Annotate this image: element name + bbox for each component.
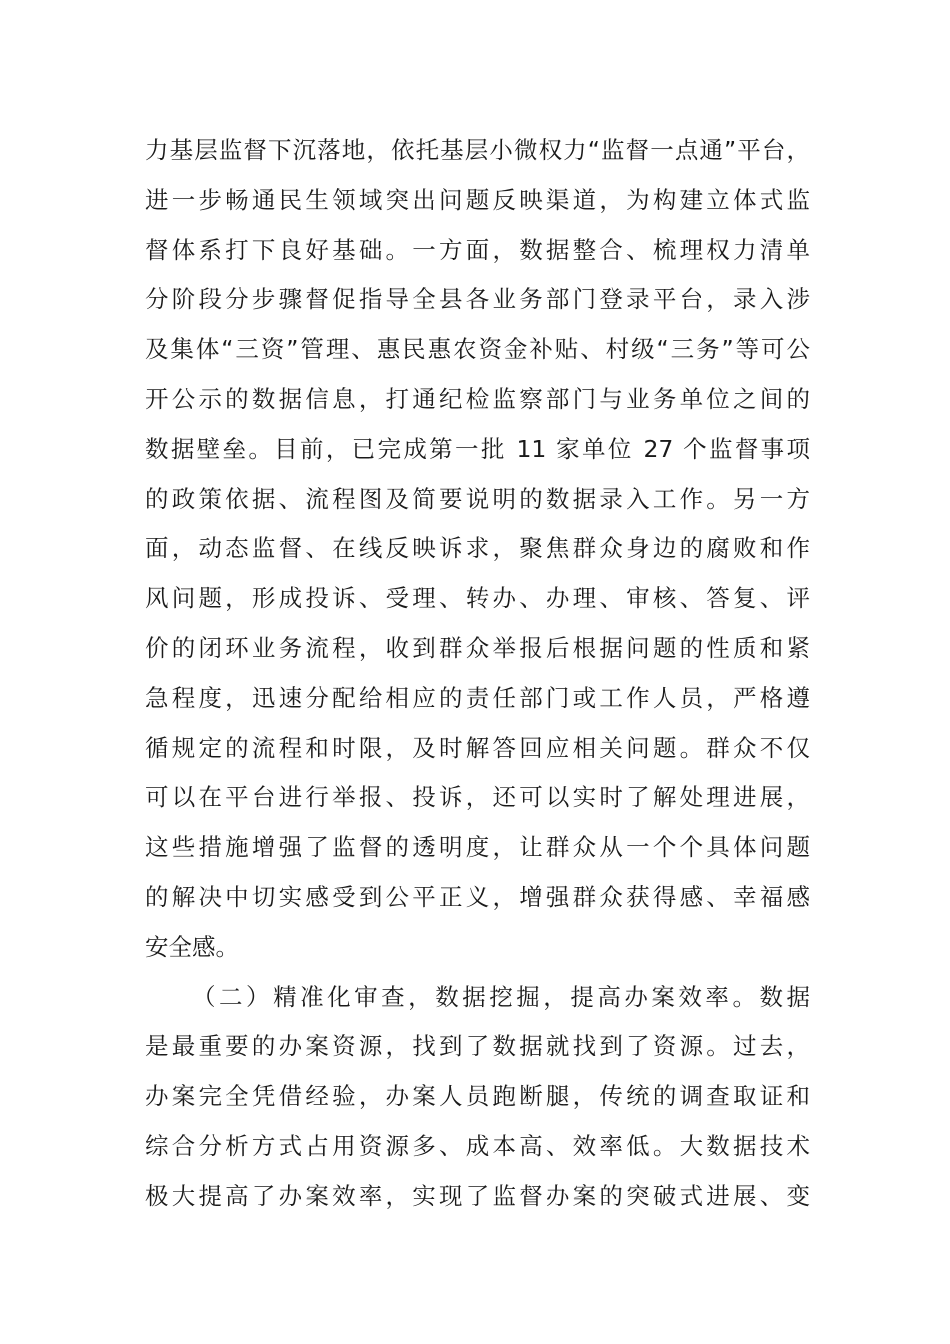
section-heading-line: （二）精准化审查，数据挖掘，提高办案效率。数据: [192, 982, 810, 1011]
text-line: 进一步畅通民生领域突出问题反映渠道，为构建立体式监: [145, 185, 810, 214]
text-line: 力基层监督下沉落地，依托基层小微权力“监督一点通”平台，: [145, 136, 810, 164]
text-line: 综合分析方式占用资源多、成本高、效率低。大数据技术: [145, 1131, 810, 1160]
text-line: 价的闭环业务流程，收到群众举报后根据问题的性质和紧: [145, 633, 810, 662]
text-line: 急程度，迅速分配给相应的责任部门或工作人员，严格遵: [145, 683, 810, 712]
text-line: 面，动态监督、在线反映诉求，聚焦群众身边的腐败和作: [145, 534, 810, 563]
text-line: 分阶段分步骤督促指导全县各业务部门登录平台，录入涉: [145, 285, 810, 314]
text-line: 是最重要的办案资源，找到了数据就找到了资源。过去，: [145, 1032, 810, 1061]
text-line: 的政策依据、流程图及简要说明的数据录入工作。另一方: [145, 484, 810, 513]
text-line: 及集体“三资”管理、惠民惠农资金补贴、村级“三务”等可公: [145, 335, 810, 364]
text-line: 这些措施增强了监督的透明度，让群众从一个个具体问题: [145, 833, 810, 862]
text-line: 极大提高了办案效率，实现了监督办案的突破式进展、变: [145, 1181, 810, 1210]
text-line: 的解决中切实感受到公平正义，增强群众获得感、幸福感: [145, 882, 810, 911]
text-line: 可以在平台进行举报、投诉，还可以实时了解处理进展，: [145, 783, 810, 812]
text-line: 开公示的数据信息，打通纪检监察部门与业务单位之间的: [145, 384, 810, 413]
text-line: 数据壁垒。目前，已完成第一批 11 家单位 27 个监督事项: [145, 434, 810, 463]
text-line: 督体系打下良好基础。一方面，数据整合、梳理权力清单: [145, 235, 810, 264]
text-line: 风问题，形成投诉、受理、转办、办理、审核、答复、评: [145, 584, 810, 613]
text-line: 循规定的流程和时限，及时解答回应相关问题。群众不仅: [145, 733, 810, 762]
body-text: [145, 126, 810, 1222]
text-line: 办案完全凭借经验，办案人员跑断腿，传统的调查取证和: [145, 1082, 810, 1111]
paragraph-end-line: 安全感。: [145, 932, 239, 961]
